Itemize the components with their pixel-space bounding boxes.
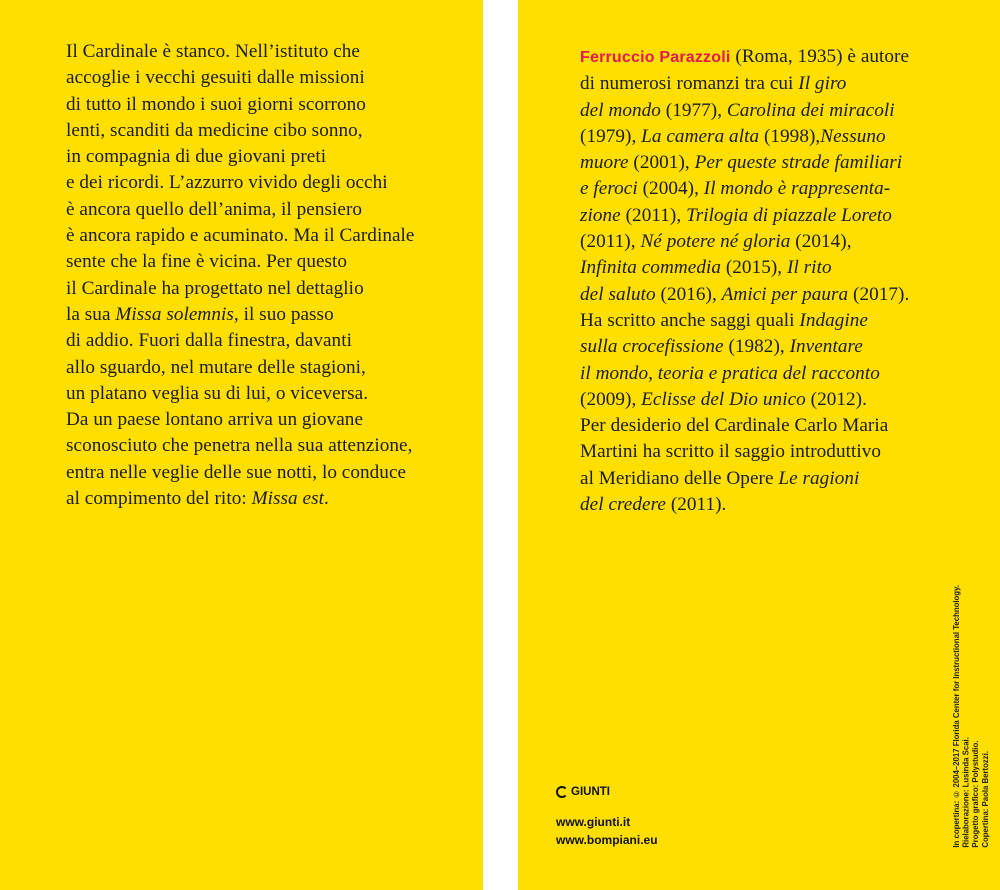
text-line [580,124,980,150]
text-line [580,203,980,229]
publisher-urls [556,813,658,849]
author-bio-text [580,44,980,518]
text-line [66,197,466,223]
italic-title: Carolina dei miracoli [726,99,895,121]
text-run: è ancora rapido e acuminato. Ma il Cardinale [66,225,415,247]
italic-title: Trilogia di piazzale Loreto [686,204,892,226]
text-line [580,387,980,413]
italic-title: Il mondo è rappresenta- [703,178,891,200]
italic-title: il mondo, teoria e pratica del racconto [580,362,880,384]
text-run: (1998), [759,125,821,147]
text-run: (2016), [655,283,722,305]
author-name: Ferruccio Parazzoli [580,49,731,66]
italic-title: Amici per paura [721,283,849,305]
text-run: . [323,488,329,510]
publisher-logo-text: GIUNTI [571,786,610,798]
text-line [66,433,466,459]
text-run: sconosciuto che penetra nella sua attenzione, [66,435,413,457]
text-line [66,92,466,118]
text-run: (2017). [848,283,910,305]
text-line [580,466,980,492]
italic-title: Le ragioni [778,467,860,489]
text-run: (2012). [805,388,867,410]
text-run: (2011), [580,231,641,253]
text-run: entra nelle veglie delle sue notti, lo conduce [66,461,407,483]
url-bompiani[interactable]: www.bompiani.eu [556,833,658,847]
text-line [580,361,980,387]
text-run: , il suo passo [233,303,334,325]
synopsis-text [66,39,466,512]
text-run: (2014), [790,231,852,253]
text-line [66,486,466,512]
text-run: Martini ha scritto il saggio introduttivo [580,441,882,463]
text-run: (2011). [665,494,727,516]
text-line [66,144,466,170]
url-giunti[interactable]: www.giunti.it [556,815,631,829]
text-line [580,439,980,465]
text-line [580,176,980,202]
text-line [580,229,980,255]
italic-title: muore [580,152,629,174]
text-run: (2011), [620,204,687,226]
text-run: di numerosi romanzi tra cui [580,73,799,95]
text-run: la sua [66,303,116,325]
text-run: Da un paese lontano arriva un giovane [66,409,364,431]
italic-title: Inventare [789,336,863,358]
text-run: allo sguardo, nel mutare delle stagioni, [66,356,366,378]
italic-title: e feroci [580,178,638,200]
text-line [66,302,466,328]
credit-line: Copertina: Paola Bertozzi. [980,751,990,848]
text-line [66,355,466,381]
text-line [580,334,980,360]
text-line [66,460,466,486]
italic-title: Eclisse del Dio unico [641,388,806,410]
text-line [580,150,980,176]
italic-title: Per queste strade familiari [694,152,903,174]
italic-title: Infinita commedia [580,257,721,279]
page-gutter [483,0,518,890]
italic-title: del credere [580,494,666,516]
italic-title: sulla crocefissione [580,336,724,358]
text-run: Il Cardinale è stanco. Nell’istituto che [66,41,360,62]
text-line [66,223,466,249]
text-run: il Cardinale ha progettato nel dettaglio [66,277,364,299]
text-line [580,71,980,97]
text-line [580,308,980,334]
text-line [66,39,466,65]
bio-rest [580,71,980,518]
text-line [580,492,980,518]
text-run: (1982), [723,336,790,358]
italic-title: del mondo [580,99,661,121]
text-line [66,249,466,275]
text-line [66,381,466,407]
text-run: al Meridiano delle Opere [580,467,779,489]
text-run: di addio. Fuori dalla finestra, davanti [66,330,352,352]
text-run: (1979), [580,125,642,147]
text-run: e dei ricordi. L’azzurro vivido degli occhi [66,172,388,194]
credit-line: Rielaborazione: Lusinda Scai. [961,737,971,848]
text-line [66,407,466,433]
text-run: (2009), [580,388,642,410]
italic-title: La camera alta [641,125,760,147]
italic-title: del saluto [580,283,656,305]
text-run: (Roma, 1935) è autore [730,46,910,67]
text-line [66,276,466,302]
credit-line: In copertina: © 2004–2017 Florida Center for Instructional Technology. [952,585,961,848]
bio-line [580,44,980,71]
left-flap [0,0,483,890]
italic-title: Il rito [787,257,832,279]
text-run: al compimento del rito: [66,488,252,510]
publisher-logo [556,786,610,798]
text-run: sente che la fine è vicina. Per questo [66,251,348,273]
text-line [580,282,980,308]
cover-credits [952,585,990,848]
text-line [580,255,980,281]
italic-title: Il giro [798,73,847,95]
text-run: accoglie i vecchi gesuiti dalle missioni [66,67,365,89]
italic-title: Missa solemnis [115,303,234,325]
text-run: di tutto il mondo i suoi giorni scorrono [66,93,366,115]
text-line [580,98,980,124]
italic-title: Indagine [799,309,868,331]
text-run: è ancora quello dell’anima, il pensiero [66,198,363,220]
bio-first-line-rest [731,46,910,67]
text-run: Ha scritto anche saggi quali [580,309,800,331]
text-line [66,65,466,91]
italic-title: zione [580,204,621,226]
text-line [580,413,980,439]
text-run: in compagnia di due giovani preti [66,146,327,168]
text-run: un platano veglia su di lui, o viceversa. [66,382,369,404]
text-line [66,118,466,144]
text-run: (1977), [660,99,727,121]
text-line [66,328,466,354]
text-run: (2004), [637,178,704,200]
text-run: (2001), [628,152,695,174]
giunti-g-icon [556,786,568,798]
italic-title: Missa est [251,488,324,510]
text-run: lenti, scanditi da medicine cibo sonno, [66,119,363,141]
italic-title: Né potere né gloria [640,231,791,253]
text-line [66,170,466,196]
italic-title: Nessuno [820,125,886,147]
text-run: Per desiderio del Cardinale Carlo Maria [580,415,889,437]
credit-line: Progetto grafico: Polystudio. [971,741,981,848]
text-run: (2015), [721,257,787,279]
